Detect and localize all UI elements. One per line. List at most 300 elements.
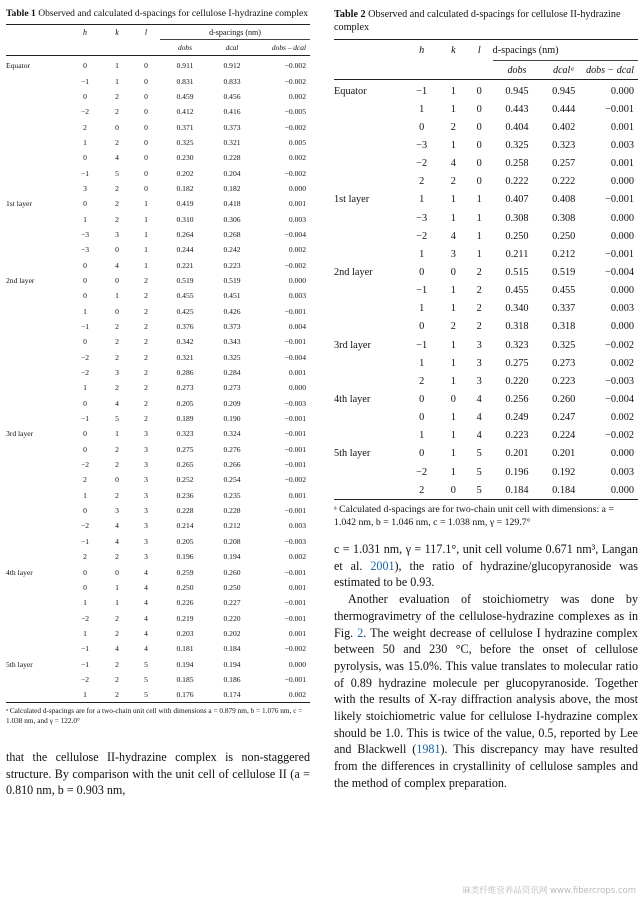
k-cell: 2 xyxy=(115,183,119,193)
h-cell: 0 xyxy=(83,199,87,209)
dcal-cell: 0.223 xyxy=(223,260,241,270)
dcal-cell: 0.194 xyxy=(223,659,241,669)
dobs-cell: 0.230 xyxy=(176,153,194,163)
right-para2-text-c: ). This discrepancy may have resulted from the differences in crystallinity of cellulose samples and the method of complex preparation. xyxy=(334,742,638,790)
k-cell: 2 xyxy=(115,690,119,700)
h-cell: −2 xyxy=(80,352,90,362)
dobs-cell: 0.201 xyxy=(505,448,529,460)
l-cell: 3 xyxy=(476,339,482,351)
dobs-cell: 0.214 xyxy=(176,521,194,531)
table-row xyxy=(334,354,638,372)
h-cell: 0 xyxy=(83,444,87,454)
right-paragraph-1 xyxy=(334,541,638,591)
dobs-cell: 0.321 xyxy=(176,352,194,362)
diff-cell: −0.001 xyxy=(284,506,306,516)
diff-cell: 0.002 xyxy=(610,412,634,424)
h-cell: 0 xyxy=(83,61,87,71)
k-cell: 2 xyxy=(115,383,119,393)
k-cell: 1 xyxy=(450,466,456,478)
diff-cell: 0.002 xyxy=(288,552,306,562)
l-cell: 5 xyxy=(476,466,482,478)
diff-cell: −0.001 xyxy=(284,460,306,470)
row-label-cell: 3rd layer xyxy=(334,339,371,351)
table1-caption xyxy=(6,8,310,20)
l-cell: 2 xyxy=(144,383,148,393)
l-cell: 0 xyxy=(476,85,482,97)
dobs-cell: 0.256 xyxy=(505,393,529,405)
l-cell: 2 xyxy=(476,266,482,278)
h-cell: −1 xyxy=(416,339,428,351)
dcal-cell: 0.202 xyxy=(223,628,241,638)
l-cell: 0 xyxy=(476,176,482,188)
l-cell: 4 xyxy=(476,430,482,442)
h-cell: 1 xyxy=(419,194,425,206)
dcal-cell: 0.373 xyxy=(223,322,241,332)
h-cell: −1 xyxy=(80,168,90,178)
diff-cell: 0.000 xyxy=(610,212,634,224)
table-row xyxy=(6,580,310,595)
row-label-cell xyxy=(334,481,402,499)
table-row xyxy=(6,672,310,687)
row-label-cell xyxy=(334,209,402,227)
l-cell: 3 xyxy=(144,490,148,500)
dcal-cell: 0.306 xyxy=(223,214,241,224)
row-label-cell xyxy=(6,334,68,349)
k-cell: 2 xyxy=(115,444,119,454)
k-cell: 0 xyxy=(450,484,456,496)
table-row xyxy=(334,100,638,118)
l-cell: 2 xyxy=(144,306,148,316)
l-cell: 2 xyxy=(144,291,148,301)
l-cell: 4 xyxy=(476,412,482,424)
dcal-cell: 0.325 xyxy=(552,339,576,351)
h-cell: −2 xyxy=(80,674,90,684)
dcal-cell: 0.321 xyxy=(223,137,241,147)
table-row xyxy=(334,118,638,136)
dcal-cell: 0.227 xyxy=(223,598,241,608)
right-para2-text-a: Another evaluation of stoichiometry was done by thermogravimetry of the cellulose-hydrazine complexes as in Fig. xyxy=(334,592,638,640)
dcal-cell: 0.268 xyxy=(223,229,241,239)
diff-cell: 0.000 xyxy=(288,183,306,193)
dcal-cell: 0.208 xyxy=(223,536,241,546)
l-cell: 5 xyxy=(144,690,148,700)
figure-link-2[interactable]: 2 xyxy=(357,625,364,640)
table-row xyxy=(6,58,310,73)
diff-cell: 0.000 xyxy=(610,85,634,97)
dcal-cell: 0.250 xyxy=(552,230,576,242)
k-cell: 1 xyxy=(115,582,119,592)
dobs-cell: 0.323 xyxy=(505,339,529,351)
h-cell: 0 xyxy=(83,337,87,347)
dobs-cell: 0.223 xyxy=(505,430,529,442)
dobs-cell: 0.220 xyxy=(505,375,529,387)
row-label-cell xyxy=(6,472,68,487)
h-cell: −1 xyxy=(416,285,428,297)
table-row xyxy=(334,82,638,100)
k-cell: 2 xyxy=(115,322,119,332)
table-row xyxy=(334,227,638,245)
k-cell: 0 xyxy=(450,393,456,405)
l-cell: 2 xyxy=(476,285,482,297)
table-row xyxy=(6,442,310,457)
k-cell: 2 xyxy=(115,199,119,209)
l-cell: 3 xyxy=(144,552,148,562)
dobs-cell: 0.205 xyxy=(176,536,194,546)
table-row xyxy=(6,595,310,610)
dobs-cell: 0.202 xyxy=(176,168,194,178)
table-row xyxy=(6,319,310,334)
row-label-cell xyxy=(6,442,68,457)
k-cell: 4 xyxy=(115,521,119,531)
dcal-cell: 0.337 xyxy=(552,303,576,315)
table-row xyxy=(6,656,310,671)
dobs-cell: 0.176 xyxy=(176,690,194,700)
table-row xyxy=(334,372,638,390)
dcal-cell: 0.260 xyxy=(223,567,241,577)
diff-cell: 0.001 xyxy=(610,158,634,170)
k-cell: 2 xyxy=(115,137,119,147)
h-cell: 2 xyxy=(419,484,425,496)
h-cell: −1 xyxy=(80,322,90,332)
k-cell: 1 xyxy=(450,303,456,315)
k-cell: 4 xyxy=(115,536,119,546)
diff-cell: 0.005 xyxy=(288,137,306,147)
l-cell: 1 xyxy=(144,245,148,255)
l-cell: 5 xyxy=(144,659,148,669)
dcal-cell: 0.260 xyxy=(552,393,576,405)
dobs-cell: 0.184 xyxy=(505,484,529,496)
k-cell: 1 xyxy=(450,194,456,206)
table1-body xyxy=(6,58,310,702)
row-label-cell xyxy=(6,595,68,610)
h-cell: −1 xyxy=(80,659,90,669)
k-cell: 2 xyxy=(115,91,119,101)
diff-cell: 0.001 xyxy=(288,628,306,638)
h-cell: −1 xyxy=(80,644,90,654)
k-cell: 3 xyxy=(115,368,119,378)
dobs-cell: 0.181 xyxy=(176,644,194,654)
diff-cell: −0.002 xyxy=(284,61,306,71)
dobs-cell: 0.194 xyxy=(176,659,194,669)
k-cell: 1 xyxy=(450,85,456,97)
dcal-cell: 0.318 xyxy=(552,321,576,333)
table-row xyxy=(6,380,310,395)
h-cell: 1 xyxy=(83,490,87,500)
diff-cell: 0.000 xyxy=(610,230,634,242)
l-cell: 1 xyxy=(144,260,148,270)
l-cell: 5 xyxy=(476,448,482,460)
table1-caption-text: Observed and calculated d-spacings for cellulose I-hydrazine complex xyxy=(38,8,309,19)
table-row xyxy=(6,610,310,625)
h-cell: −3 xyxy=(416,139,428,151)
table-row xyxy=(6,227,310,242)
row-label-cell xyxy=(6,181,68,196)
dobs-cell: 0.273 xyxy=(176,383,194,393)
table2-number: Table 2 xyxy=(334,9,366,20)
dcal-cell: 0.201 xyxy=(552,448,576,460)
dobs-cell: 0.404 xyxy=(505,121,529,133)
l-cell: 0 xyxy=(144,61,148,71)
diff-cell: −0.001 xyxy=(605,103,634,115)
diff-cell: −0.001 xyxy=(284,429,306,439)
dobs-cell: 0.515 xyxy=(505,266,529,278)
h-cell: −2 xyxy=(416,158,428,170)
table-row xyxy=(6,288,310,303)
h-cell: 2 xyxy=(419,375,425,387)
k-cell: 1 xyxy=(450,139,456,151)
table-row xyxy=(334,282,638,300)
h-cell: 2 xyxy=(83,475,87,485)
l-cell: 2 xyxy=(476,303,482,315)
diff-cell: −0.002 xyxy=(284,76,306,86)
table-row xyxy=(6,365,310,380)
k-cell: 4 xyxy=(450,230,456,242)
table2-caption-text: Observed and calculated d-spacings for cellulose II-hydrazine complex xyxy=(334,9,621,33)
table2-body xyxy=(334,82,638,499)
l-cell: 0 xyxy=(476,121,482,133)
table-row xyxy=(334,390,638,408)
dcal-cell: 0.912 xyxy=(223,61,241,71)
h-cell: −3 xyxy=(80,245,90,255)
watermark: 麻类纤维营养品资讯网 www.fibercrops.com xyxy=(462,886,636,896)
l-cell: 2 xyxy=(144,322,148,332)
row-label-cell xyxy=(6,687,68,702)
row-label-cell xyxy=(6,242,68,257)
l-cell: 4 xyxy=(144,628,148,638)
dcal-cell: 0.373 xyxy=(223,122,241,132)
h-cell: 2 xyxy=(419,176,425,188)
diff-cell: −0.001 xyxy=(284,414,306,424)
k-cell: 4 xyxy=(450,158,456,170)
l-cell: 1 xyxy=(144,214,148,224)
left-body-paragraph: that the cellulose II-hydrazine complex is non-staggered structure. By comparison with the unit cell of cellulose II (a = 0.810 nm, b = 0.903 nm, xyxy=(6,749,310,798)
table-row xyxy=(6,165,310,180)
row-label-cell xyxy=(6,227,68,242)
citation-link-lee-1981[interactable]: 1981 xyxy=(416,742,441,757)
table-row xyxy=(6,518,310,533)
dcal-cell: 0.519 xyxy=(552,266,576,278)
k-cell: 0 xyxy=(115,567,119,577)
l-cell: 2 xyxy=(476,321,482,333)
dcal-cell: 0.833 xyxy=(223,76,241,86)
l-cell: 5 xyxy=(144,674,148,684)
h-cell: 0 xyxy=(83,260,87,270)
h-cell: 1 xyxy=(419,103,425,115)
k-cell: 2 xyxy=(115,659,119,669)
diff-cell: −0.001 xyxy=(605,248,634,260)
row-label-cell: 4th layer xyxy=(334,393,371,405)
k-cell: 1 xyxy=(450,430,456,442)
diff-cell: 0.003 xyxy=(610,303,634,315)
table1-head-k: k xyxy=(115,27,119,37)
table-row xyxy=(334,191,638,209)
row-label-cell xyxy=(6,350,68,365)
right-column xyxy=(334,0,638,792)
k-cell: 2 xyxy=(115,552,119,562)
row-label-cell xyxy=(6,380,68,395)
k-cell: 1 xyxy=(450,375,456,387)
row-label-cell xyxy=(6,549,68,564)
dcal-cell: 0.456 xyxy=(223,91,241,101)
table2-head-dspacings: d-spacings (nm) xyxy=(493,40,638,61)
diff-cell: 0.002 xyxy=(288,153,306,163)
diff-cell: 0.002 xyxy=(610,357,634,369)
h-cell: 0 xyxy=(83,429,87,439)
row-label-cell: 4th layer xyxy=(6,567,33,577)
diff-cell: −0.002 xyxy=(284,644,306,654)
dcal-cell: 0.192 xyxy=(552,466,576,478)
dcal-cell: 0.242 xyxy=(223,245,241,255)
table1-head-dspacings: d-spacings (nm) xyxy=(160,25,310,40)
row-label-cell xyxy=(6,211,68,226)
table-row xyxy=(6,150,310,165)
diff-cell: 0.001 xyxy=(288,582,306,592)
h-cell: 1 xyxy=(83,214,87,224)
table2-footnote: ᵃ Calculated d-spacings are for two-chain unit cell with dimensions: a = 1.042 nm, b = 1.046 nm, c = 1.038 nm, γ = 129.7° xyxy=(334,504,614,528)
row-label-cell xyxy=(6,580,68,595)
dobs-cell: 0.249 xyxy=(505,412,529,424)
table-row xyxy=(334,463,638,481)
l-cell: 4 xyxy=(144,582,148,592)
dcal-cell: 0.284 xyxy=(223,368,241,378)
h-cell: 1 xyxy=(83,383,87,393)
dobs-cell: 0.308 xyxy=(505,212,529,224)
diff-cell: 0.000 xyxy=(610,321,634,333)
dobs-cell: 0.258 xyxy=(505,158,529,170)
l-cell: 2 xyxy=(144,398,148,408)
table1-head-dobs: dobs xyxy=(178,43,192,52)
table-row xyxy=(6,350,310,365)
dobs-cell: 0.342 xyxy=(176,337,194,347)
row-label-cell xyxy=(334,136,402,154)
dcal-cell: 0.228 xyxy=(223,506,241,516)
h-cell: −2 xyxy=(80,107,90,117)
table-row xyxy=(6,196,310,211)
diff-cell: 0.001 xyxy=(288,368,306,378)
row-label-cell xyxy=(334,354,402,372)
h-cell: 1 xyxy=(419,248,425,260)
right-para1-text-a: c = 1.031 nm, γ = 117.1°, unit cell volume 0.671 nm³, Langan et al. xyxy=(334,542,638,573)
dcal-cell: 0.223 xyxy=(552,375,576,387)
table2-head-dobs: dobs xyxy=(507,64,527,76)
diff-cell: 0.000 xyxy=(610,285,634,297)
citation-link-langan-2001[interactable]: 2001 xyxy=(370,558,395,573)
h-cell: 1 xyxy=(419,430,425,442)
diff-cell: 0.003 xyxy=(288,214,306,224)
table1-number: Table 1 xyxy=(6,8,36,19)
dobs-cell: 0.519 xyxy=(176,275,194,285)
table-row xyxy=(334,209,638,227)
row-label-cell xyxy=(6,457,68,472)
row-label-cell: 1st layer xyxy=(6,199,32,209)
row-label-cell xyxy=(6,288,68,303)
k-cell: 1 xyxy=(450,103,456,115)
dcal-cell: 0.266 xyxy=(223,460,241,470)
table-row xyxy=(334,481,638,499)
dobs-cell: 0.228 xyxy=(176,506,194,516)
table2-head-dcal: dcalᵃ xyxy=(553,64,575,76)
k-cell: 0 xyxy=(115,245,119,255)
table-row xyxy=(334,245,638,263)
diff-cell: 0.001 xyxy=(288,490,306,500)
table-row xyxy=(6,73,310,88)
diff-cell: −0.002 xyxy=(605,339,634,351)
right-paragraph-2 xyxy=(334,591,638,791)
dcal-cell: 0.276 xyxy=(223,444,241,454)
table-row xyxy=(334,336,638,354)
dobs-cell: 0.203 xyxy=(176,628,194,638)
dcal-cell: 0.184 xyxy=(223,644,241,654)
diff-cell: 0.000 xyxy=(288,659,306,669)
l-cell: 0 xyxy=(144,76,148,86)
dobs-cell: 0.185 xyxy=(176,674,194,684)
dcal-cell: 0.273 xyxy=(552,357,576,369)
k-cell: 1 xyxy=(115,76,119,86)
h-cell: 0 xyxy=(83,582,87,592)
l-cell: 5 xyxy=(476,484,482,496)
h-cell: −1 xyxy=(80,76,90,86)
dcal-cell: 0.444 xyxy=(552,103,576,115)
dcal-cell: 0.323 xyxy=(552,139,576,151)
l-cell: 3 xyxy=(144,475,148,485)
dcal-cell: 0.273 xyxy=(223,383,241,393)
k-cell: 2 xyxy=(115,613,119,623)
table1-head-l: l xyxy=(144,27,148,37)
l-cell: 0 xyxy=(144,122,148,132)
row-label-cell xyxy=(334,245,402,263)
dobs-cell: 0.340 xyxy=(505,303,529,315)
diff-cell: −0.001 xyxy=(284,674,306,684)
row-label-cell xyxy=(334,409,402,427)
l-cell: 0 xyxy=(144,183,148,193)
h-cell: 0 xyxy=(83,506,87,516)
h-cell: 0 xyxy=(419,321,425,333)
table-row xyxy=(6,687,310,702)
diff-cell: −0.001 xyxy=(284,613,306,623)
h-cell: 0 xyxy=(419,266,425,278)
dobs-cell: 0.323 xyxy=(176,429,194,439)
dcal-cell: 0.257 xyxy=(552,158,576,170)
diff-cell: −0.001 xyxy=(284,306,306,316)
row-label-cell: Equator xyxy=(334,85,367,97)
k-cell: 2 xyxy=(115,460,119,470)
k-cell: 5 xyxy=(115,414,119,424)
diff-cell: −0.001 xyxy=(605,194,634,206)
dobs-cell: 0.325 xyxy=(505,139,529,151)
l-cell: 0 xyxy=(476,139,482,151)
dobs-cell: 0.371 xyxy=(176,122,194,132)
k-cell: 2 xyxy=(115,337,119,347)
k-cell: 1 xyxy=(115,291,119,301)
row-label-cell xyxy=(6,626,68,641)
table1-head-dcal: dcal xyxy=(225,43,239,52)
dcal-cell: 0.220 xyxy=(223,613,241,623)
row-label-cell xyxy=(334,427,402,445)
h-cell: 0 xyxy=(419,121,425,133)
h-cell: −2 xyxy=(80,521,90,531)
row-label-cell xyxy=(334,372,402,390)
table-row xyxy=(6,626,310,641)
diff-cell: 0.000 xyxy=(610,484,634,496)
table2-bottom-rule xyxy=(334,499,638,500)
h-cell: 1 xyxy=(83,306,87,316)
dobs-cell: 0.443 xyxy=(505,103,529,115)
k-cell: 0 xyxy=(115,122,119,132)
l-cell: 3 xyxy=(144,460,148,470)
table1-head-diff: dobs – dcal xyxy=(271,43,306,52)
diff-cell: −0.002 xyxy=(284,168,306,178)
table-row xyxy=(6,211,310,226)
